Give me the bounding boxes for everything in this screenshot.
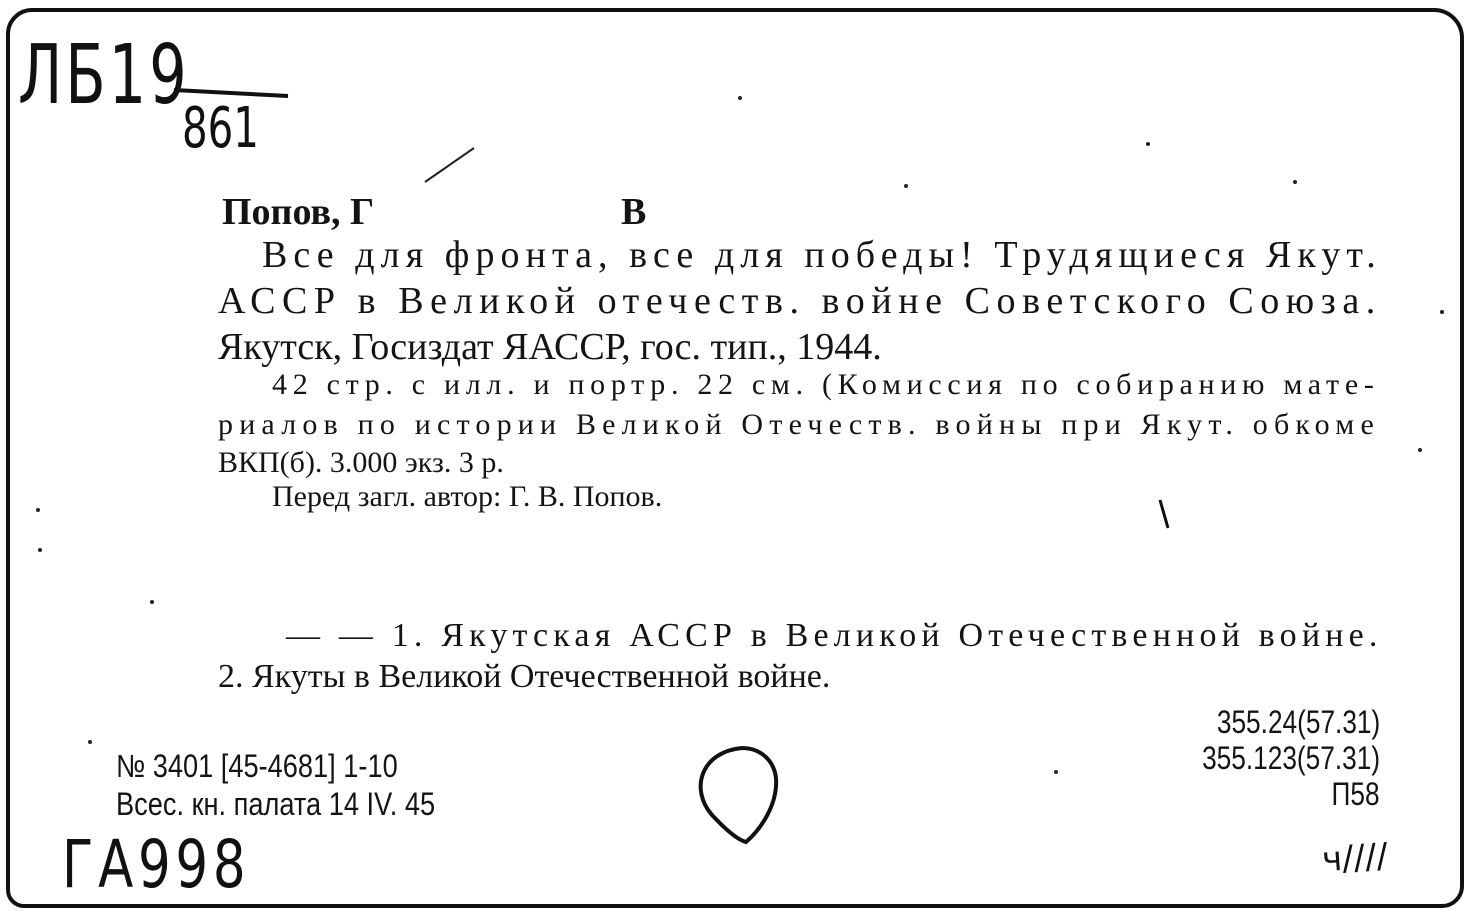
book-chamber-line: Всес. кн. палата 14 IV. 45 — [116, 786, 436, 822]
call-number-sub: 861 — [182, 96, 259, 161]
author-initial: В — [621, 191, 647, 233]
description-line-4: Перед загл. автор: Г. В. Попов. — [272, 480, 663, 513]
title-line-2: АССР в Великой отечеств. войне Советского Союза. — [218, 280, 1382, 322]
corner-mark: ч//// — [1320, 835, 1390, 881]
subject-heading-2: 2. Якуты в Великой Отечественной войне. — [218, 658, 831, 695]
handwritten-bottom-code: ГА998 — [62, 826, 251, 903]
author-mark: П58 — [1331, 776, 1380, 812]
title-line-3: Якутск, Госиздат ЯАССР, гос. тип., 1944. — [218, 326, 882, 368]
call-number: ЛБ19 — [18, 28, 190, 123]
description-line-1: 42 стр. с илл. и портр. 22 см. (Комиссия по собиранию мате- — [272, 368, 1380, 401]
classification-code-2: 355.123(57.31) — [1202, 740, 1380, 776]
subject-heading-1: — — 1. Якутская АССР в Великой Отечественной войне. — [286, 617, 1383, 654]
binding-hole — [701, 748, 776, 842]
stray-mark — [1160, 500, 1168, 528]
description-line-2: риалов по истории Великой Отечеств. войны при Якут. обкоме — [218, 408, 1380, 441]
classification-code-1: 355.24(57.31) — [1216, 704, 1380, 740]
description-line-3: ВКП(б). 3.000 экз. 3 р. — [218, 446, 504, 479]
title-line-1: Все для фронта, все для победы! Трудящиеся Якут. — [262, 234, 1382, 276]
pen-stroke — [425, 148, 474, 182]
author-surname: Попов, Г — [222, 191, 375, 233]
registration-number: № 3401 [45-4681] 1-10 — [116, 748, 398, 784]
